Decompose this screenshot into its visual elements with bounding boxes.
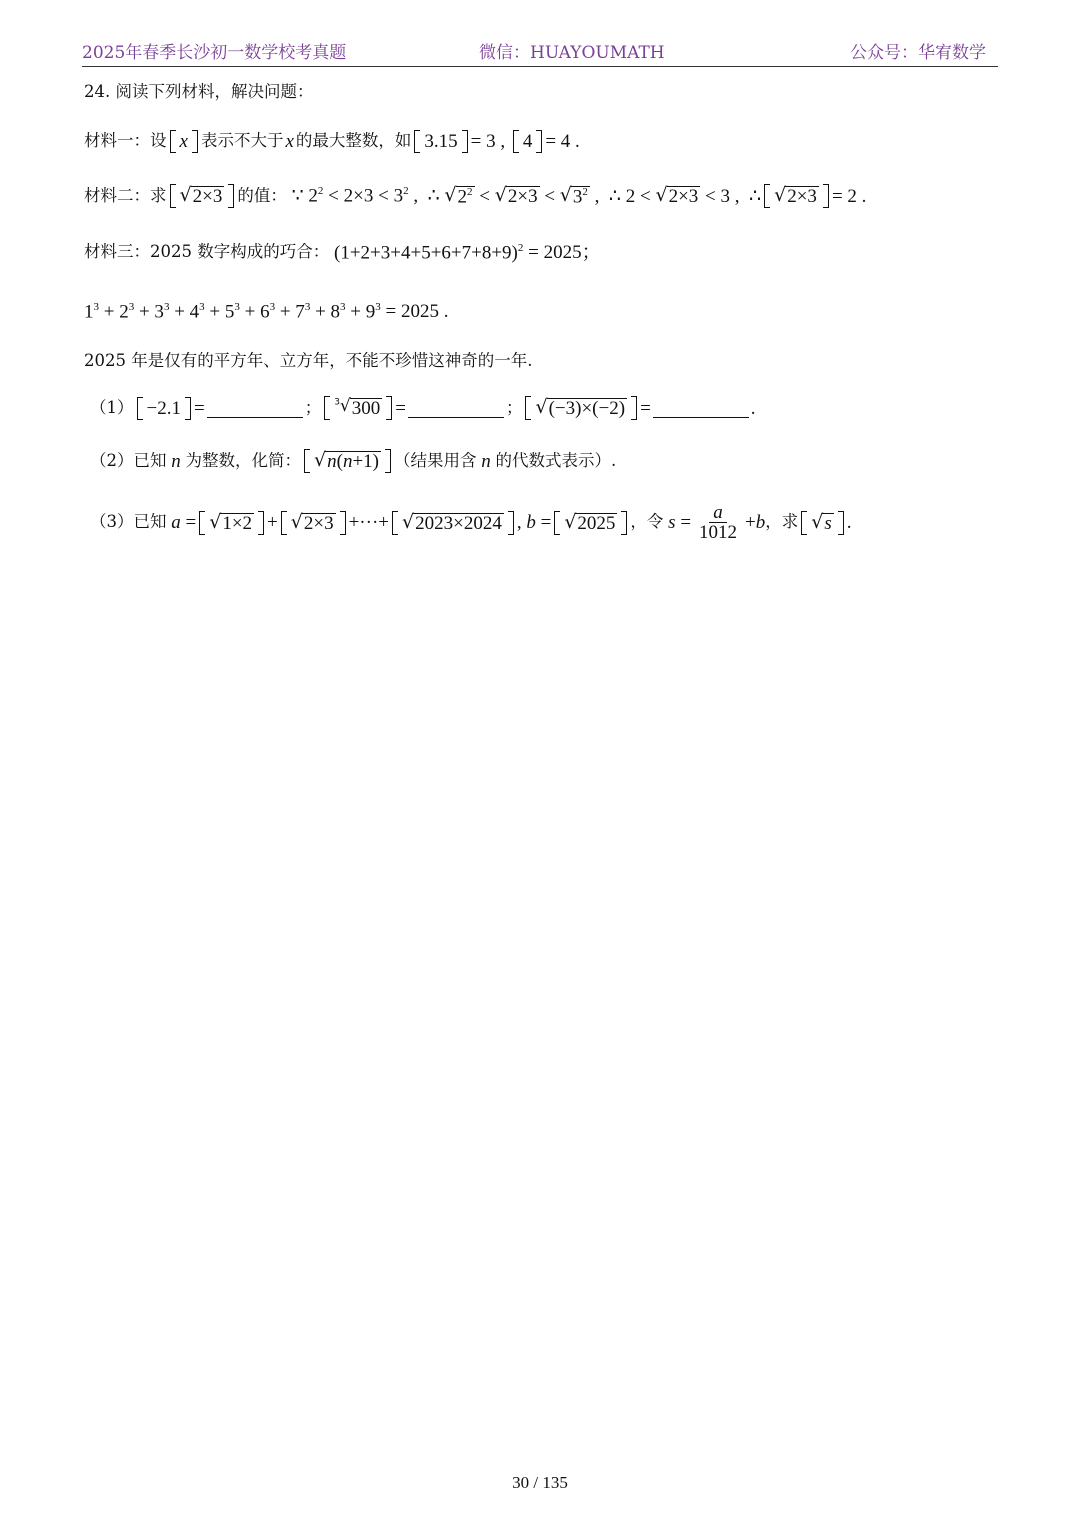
material-one: 材料一：设 x 表示不大于 x 的最大整数，如 3.15 = 3 , 4 = 4 .: [84, 131, 580, 152]
answer-blank-2[interactable]: [408, 399, 504, 418]
material-two: 材料二：求 √ 2×3 的值： ∵ $2^2 < 2\times 3 < 3^2$ , ∴ √ $2^2$ < √ 2×3 < √ $3^2$ , ∴ 2 < √ 2×3 < 3 , ∴ √ 2×3 = 2 .: [84, 183, 867, 208]
answer-blank-1[interactable]: [207, 399, 303, 418]
header-wechat: 微信：HUAYOUMATH: [479, 43, 665, 63]
floor-bracket: x: [170, 130, 198, 153]
fraction-a-over-1012: $\frac{a}{1012}$: [699, 502, 738, 543]
part-three: （3）已知 a = √ 1×2 + √ 2×3 +···+ √ 2023×2024 , b = √ 2025 ，令 s = $\frac{a}{1012}$ +b ，求 √ s .: [90, 502, 852, 543]
page-header: [82, 36, 998, 67]
part-one: （1） −2.1 = ； $^3$√ 300 = ； √ (−3)×(−2) = .: [90, 396, 756, 419]
header-title: 2025年春季长沙初一数学校考真题: [82, 43, 347, 63]
material-three-note: 2025 年是仅有的平方年、立方年，不能不珍惜这神奇的一年.: [84, 351, 533, 370]
part-two: （2）已知 n 为整数，化简： √ n(n+1) （结果用含 n 的代数式表示）.: [90, 449, 617, 472]
answer-blank-3[interactable]: [653, 399, 749, 418]
page-number: 30 / 135: [512, 1473, 568, 1492]
question-title: 24. 阅读下列材料，解决问题：: [84, 82, 314, 101]
cube-sum-equation: $1^3 + 2^3 + 3^3 + 4^3 + 5^3 + 6^3 + 7^3 + 8^3 + 9^3$ = 2025 .: [84, 301, 449, 323]
header-account: 公众号：华宥数学: [850, 43, 986, 63]
material-three: 材料三：2025 数字构成的巧合： $(1+2+3+4+5+6+7+8+9)^2$ = 2025；: [84, 242, 601, 264]
